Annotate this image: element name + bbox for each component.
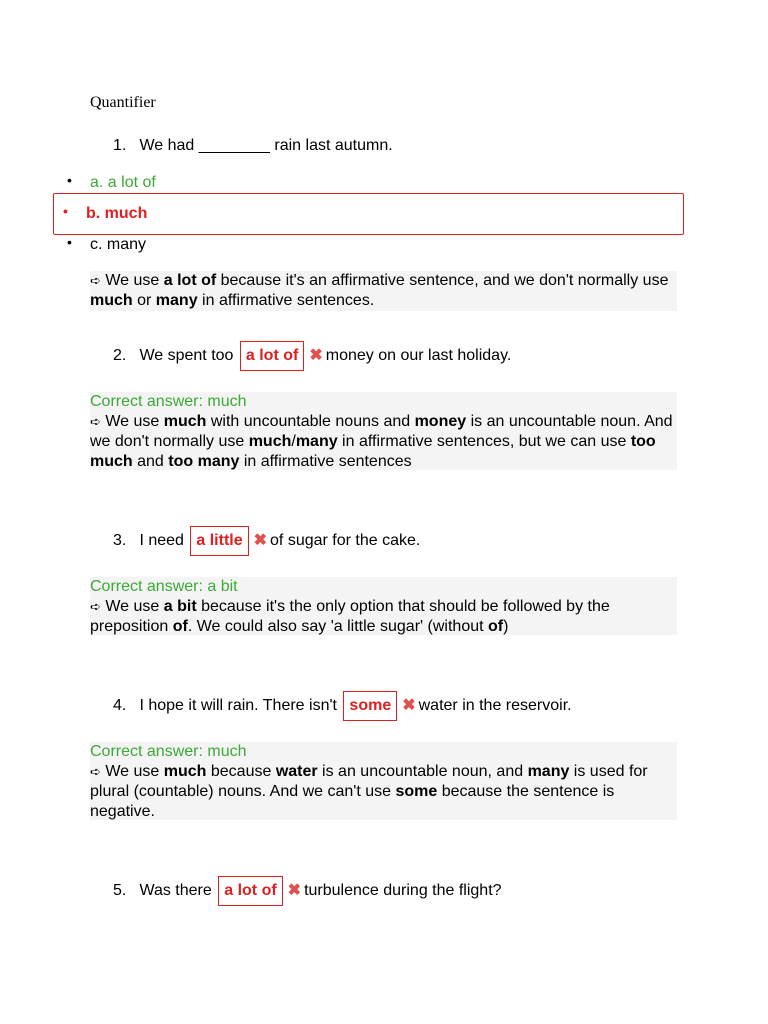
answer-box[interactable]: a lot of [240,341,304,371]
question-text: We had ________ rain last autumn. [139,137,393,154]
question-number: 5. [113,882,127,900]
question-1 [113,136,393,156]
arrow-icon: ➪ [90,273,101,288]
question-text-before: We spent too [139,347,234,365]
option-b-selected[interactable] [63,203,148,224]
explanation-2: Correct answer: much ➪ We use much with uncountable nouns and money is an uncountable noun. And we don't normally use much/many in affirmative sentences, but we can use too much and too many in affirmative sentences [90,392,677,470]
question-text-after: money on our last holiday. [325,347,512,365]
question-5 [113,876,502,906]
option-c[interactable] [67,234,147,255]
selected-option-frame [53,193,684,235]
correct-answer: Correct answer: much [90,743,247,760]
correct-answer: Correct answer: much [90,393,247,410]
answer-box[interactable]: a lot of [218,876,282,906]
question-text-after: turbulence during the flight? [304,882,502,900]
question-text-after: of sugar for the cake. [270,532,421,550]
page-title: Quantifier [90,94,156,111]
bullet-icon: • [67,172,72,188]
correct-answer: Correct answer: a bit [90,578,238,595]
answer-box[interactable]: a little [190,526,248,556]
arrow-icon: ➪ [90,599,101,614]
cross-icon: ✖ [287,882,302,900]
question-number: 4. [113,697,127,715]
question-2 [113,341,511,371]
cross-icon: ✖ [402,697,416,715]
option-a[interactable] [67,172,156,193]
option-label: a. a lot of [90,174,156,191]
question-4 [113,691,572,721]
bullet-icon: • [63,203,68,219]
explanation-1: ➪ We use a lot of because it's an affirmative sentence, and we don't normally use much or many in affirmative sentences. [90,271,677,311]
question-text-before: I hope it will rain. There isn't [139,697,337,715]
question-text-after: water in the reservoir. [418,697,572,715]
question-text-before: Was there [139,882,212,900]
question-number: 3. [113,532,127,550]
option-label: c. many [90,236,147,253]
explanation-3: Correct answer: a bit ➪ We use a bit because it's the only option that should be followed by the preposition of. We could also say 'a little sugar' (without of) [90,577,677,635]
arrow-icon: ➪ [90,414,101,429]
option-label: b. much [86,205,148,222]
question-text-before: I need [139,532,184,550]
question-number: 2. [113,347,127,365]
cross-icon: ✖ [253,532,268,550]
cross-icon: ✖ [309,347,323,365]
arrow-icon: ➪ [90,764,101,779]
bullet-icon: • [67,234,72,250]
question-3 [113,526,420,556]
answer-box[interactable]: some [343,691,397,721]
explanation-4: Correct answer: much ➪ We use much because water is an uncountable noun, and many is used for plural (countable) nouns. And we can't use some because the sentence is negative. [90,742,677,820]
question-number: 1. [113,137,127,154]
